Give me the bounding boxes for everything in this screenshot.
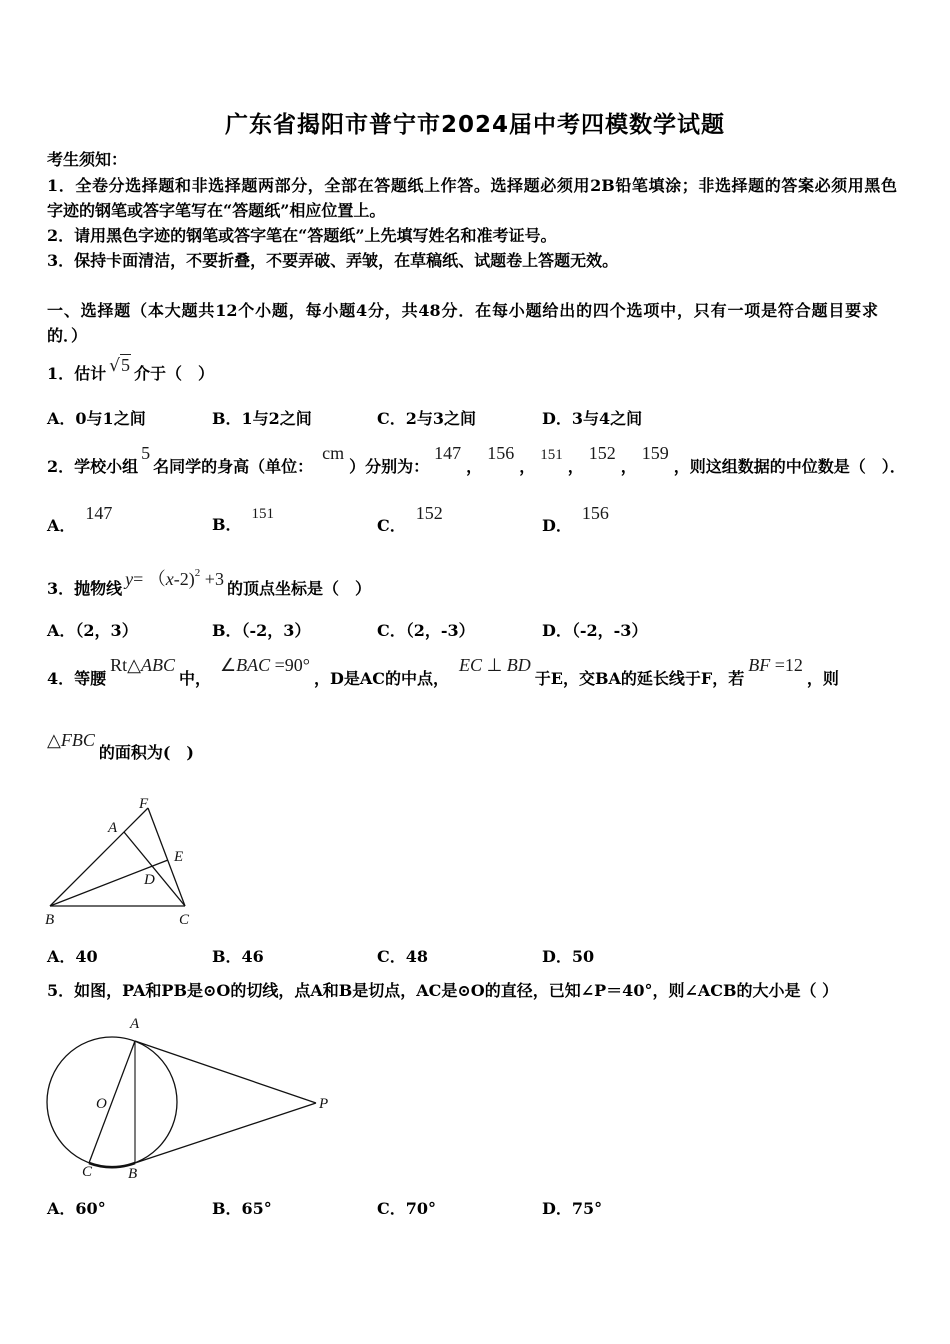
option-label: C． (377, 409, 406, 428)
q4-bf-length (748, 655, 803, 675)
option-label: D． (542, 621, 572, 640)
option-label: A． (47, 621, 76, 640)
angle-vars: BAC (236, 655, 271, 675)
q2-separator: ， (567, 457, 584, 476)
notice-line-1a: 1．全卷分选择题和非选择题两部分，全部在答题纸上作答。选择题必须用2B铅笔填涂；非选择题的答案必须用黑色 (47, 176, 897, 195)
q4-perpendicular (459, 655, 531, 675)
option-text: 75° (571, 1199, 603, 1218)
label-a: A (130, 1016, 140, 1032)
label-f: F (139, 796, 149, 812)
q2-height-3: 151 (540, 447, 563, 463)
q4-text-2: ，D是AC的中点， (314, 669, 450, 688)
option-text: 40 (75, 947, 98, 966)
q5-option-b (212, 1198, 377, 1220)
option-label: B． (212, 1199, 242, 1218)
q1-option-c (377, 408, 542, 430)
option-label: B． (212, 947, 242, 966)
line-ac (124, 832, 185, 906)
option-label: D． (542, 409, 572, 428)
option-label: C． (377, 621, 406, 640)
segment-bf: BF (748, 655, 771, 675)
q2-text-1: 名同学的身高（单位： (153, 457, 314, 476)
q2-separator: ， (519, 457, 536, 476)
notice-heading: 考生须知： (47, 150, 128, 169)
q2-text-2: ）分别为： (349, 457, 430, 476)
q2-tail: ，则这组数据的中位数是（ ）． (673, 457, 906, 476)
q4-text-5: 的面积为( ) (98, 743, 194, 762)
angle-symbol: ∠ (220, 655, 237, 675)
label-b: B (45, 912, 55, 928)
q3-tail: 的顶点坐标是（ ） (226, 579, 371, 598)
q1-option-d (542, 408, 707, 430)
question-1-options (47, 408, 707, 430)
q4-angle-bac (220, 655, 310, 675)
exponent: 2 (194, 567, 201, 579)
question-4-stem (47, 655, 839, 690)
q1-lead: 1．估计 (47, 364, 107, 383)
option-label: B． (212, 621, 242, 640)
q5-option-c (377, 1198, 542, 1220)
q3-option-a (47, 620, 212, 642)
radicand: 5 (120, 355, 130, 375)
option-text: 70° (405, 1199, 437, 1218)
label-c: C (82, 1164, 93, 1180)
q2-count: 5 (141, 443, 151, 463)
q5-option-a (47, 1198, 212, 1220)
label-b: B (128, 1166, 138, 1182)
q2-option-d (542, 503, 707, 537)
line-pb (135, 1103, 316, 1163)
q3-option-d (542, 620, 707, 642)
q3-parabola-equation (125, 569, 224, 589)
option-label: C． (377, 1199, 406, 1218)
q3-option-c (377, 620, 542, 642)
q2-height-2: 156 (487, 443, 515, 463)
q4-text-1: 中， (179, 669, 212, 688)
section-heading-line-1: 一、选择题（本大题共12个小题，每小题4分，共48分．在每小题给出的四个选项中，只有一项是符合题目要求 (47, 301, 878, 320)
notice-line-1b: 字迹的钢笔或答字笔写在“答题纸”相应位置上。 (47, 201, 386, 220)
q2-option-a (47, 503, 212, 537)
option-label: D． (542, 947, 572, 966)
option-label: D． (542, 1199, 572, 1218)
label-d: D (144, 872, 155, 888)
label-c: C (179, 912, 190, 928)
q4-text-3: 于E，交BA的延长线于F，若 (534, 669, 745, 688)
q4-text-4: ，则 (806, 669, 839, 688)
q5-circle-figure (40, 1010, 340, 1195)
question-3-stem (47, 567, 371, 600)
q1-option-a (47, 408, 212, 430)
rt-prefix: Rt△ (110, 655, 141, 675)
option-label: D． (542, 516, 572, 535)
option-text: 3与4之间 (571, 409, 643, 428)
notice-line-3: 3．保持卡面清洁，不要折叠，不要弄破、弄皱，在草稿纸、试题卷上答题无效。 (47, 251, 619, 270)
triangle-symbol: △ (47, 730, 61, 750)
eq-rest: -2) (173, 569, 195, 589)
q4-lead: 4．等腰 (47, 669, 107, 688)
option-text: 2与3之间 (405, 409, 477, 428)
section-heading-line-2: 的．） (47, 326, 88, 345)
option-text: 46 (241, 947, 264, 966)
q2-separator: ， (620, 457, 637, 476)
option-text: 1与2之间 (241, 409, 312, 428)
label-o: O (96, 1096, 107, 1112)
label-a: A (108, 820, 118, 836)
q4-triangle-fbc (47, 730, 95, 750)
q2-option-b (212, 506, 377, 537)
option-text: （-2，3） (241, 621, 311, 640)
segment-bd: BD (506, 655, 531, 675)
radical-sign: √ (109, 356, 120, 376)
var-y: y (125, 569, 134, 589)
option-value: 156 (581, 503, 609, 523)
question-1-stem (47, 355, 214, 385)
eq-sign: = （ (133, 569, 166, 589)
q1-sqrt-expression (109, 355, 131, 375)
option-text: （2，3） (75, 621, 138, 640)
q1-option-b (212, 408, 377, 430)
question-3-options (47, 620, 707, 642)
option-label: B． (212, 409, 242, 428)
option-label: A． (47, 409, 76, 428)
q2-lead: 2．学校小组 (47, 457, 139, 476)
question-2-stem (47, 443, 906, 479)
q4-option-a (47, 946, 212, 968)
q4-option-d (542, 946, 707, 968)
q2-separator: ， (466, 457, 483, 476)
q1-tail: 介于（ ） (133, 364, 214, 383)
q2-height-1: 147 (434, 443, 462, 463)
angle-value: =90° (270, 655, 311, 675)
q4-triangle-abc (110, 655, 175, 675)
q2-unit: cm (322, 443, 345, 463)
q4-option-c (377, 946, 542, 968)
option-label: C． (377, 947, 406, 966)
var-x: x (165, 569, 174, 589)
q3-lead: 3．抛物线 (47, 579, 123, 598)
option-label: C． (377, 516, 406, 535)
eq-tail: +3 (204, 569, 224, 589)
notice-line-2: 2．请用黑色字迹的钢笔或答字笔在“答题纸”上先填写姓名和准考证号。 (47, 226, 557, 245)
option-text: 0与1之间 (75, 409, 146, 428)
q4-option-b (212, 946, 377, 968)
q2-height-5: 159 (641, 443, 669, 463)
line-pa (135, 1041, 316, 1103)
option-value: 147 (85, 503, 113, 523)
question-4-options (47, 946, 707, 968)
q3-option-b (212, 620, 377, 642)
q5-option-d (542, 1198, 707, 1220)
bf-value: =12 (770, 655, 803, 675)
option-value: 151 (251, 506, 275, 522)
option-text: 60° (75, 1199, 106, 1218)
option-label: A． (47, 947, 76, 966)
q4-triangle-figure (40, 790, 210, 935)
rt-vars: ABC (141, 655, 175, 675)
triangle-vars: FBC (60, 730, 95, 750)
label-p: P (319, 1096, 329, 1112)
option-value: 152 (415, 503, 443, 523)
line-bf (50, 808, 148, 906)
option-text: （2，-3） (405, 621, 475, 640)
label-e: E (174, 849, 184, 865)
option-label: A． (47, 1199, 76, 1218)
option-text: 65° (241, 1199, 272, 1218)
question-4-stem-line-2 (47, 730, 194, 764)
page-title: 广东省揭阳市普宁市2024届中考四模数学试题 (224, 112, 725, 138)
option-label: A． (47, 516, 76, 535)
option-text: 50 (571, 947, 595, 966)
question-5-options (47, 1198, 707, 1220)
q2-height-4: 152 (588, 443, 616, 463)
perp-symbol: ⊥ (482, 655, 507, 675)
option-label: B． (212, 515, 242, 534)
option-text: （-2，-3） (571, 621, 648, 640)
question-5-stem: 5．如图，PA和PB是⊙O的切线，点A和B是切点，AC是⊙O的直径，已知∠P＝40°，则∠ACB的大小是（ ） (47, 981, 839, 1000)
q2-option-c (377, 503, 542, 537)
segment-ec: EC (459, 655, 483, 675)
question-2-options (47, 503, 707, 537)
option-text: 48 (405, 947, 429, 966)
